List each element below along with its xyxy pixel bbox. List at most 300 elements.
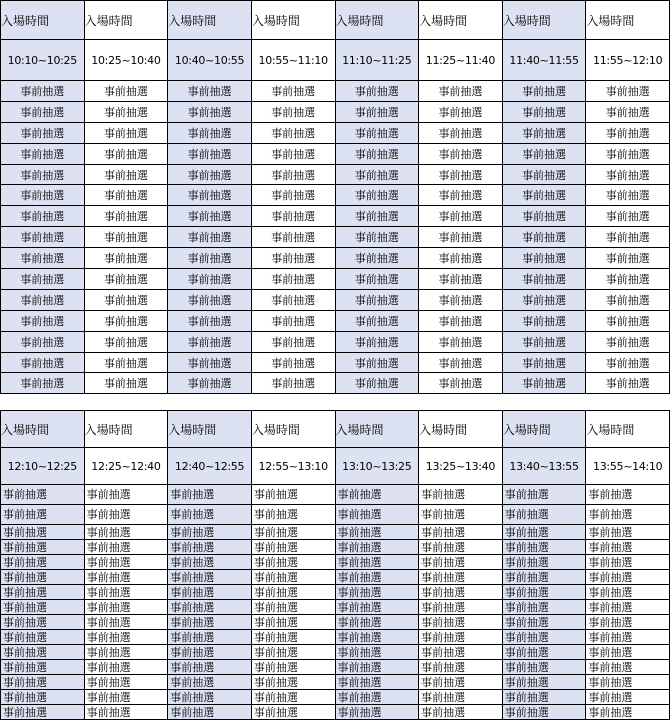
lottery-cell: 事前抽選 xyxy=(419,143,503,164)
lottery-cell: 事前抽選 xyxy=(419,505,503,525)
lottery-cell: 事前抽選 xyxy=(586,164,670,185)
lottery-cell: 事前抽選 xyxy=(502,289,586,310)
time-slot-cell: 11:25~11:40 xyxy=(419,40,503,81)
lottery-cell: 事前抽選 xyxy=(419,555,503,570)
lottery-cell: 事前抽選 xyxy=(1,630,85,645)
lottery-cell: 事前抽選 xyxy=(335,630,419,645)
lottery-cell: 事前抽選 xyxy=(1,269,85,290)
lottery-row xyxy=(1,164,670,185)
lottery-cell: 事前抽選 xyxy=(1,185,85,206)
lottery-cell: 事前抽選 xyxy=(419,485,503,505)
lottery-cell: 事前抽選 xyxy=(502,525,586,540)
lottery-cell: 事前抽選 xyxy=(1,525,85,540)
time-slot-cell: 10:40~10:55 xyxy=(168,40,252,81)
lottery-cell: 事前抽選 xyxy=(84,185,168,206)
lottery-cell: 事前抽選 xyxy=(335,185,419,206)
time-slot-cell: 12:10~12:25 xyxy=(1,448,85,485)
lottery-cell: 事前抽選 xyxy=(335,645,419,660)
lottery-cell: 事前抽選 xyxy=(251,122,335,143)
lottery-cell: 事前抽選 xyxy=(335,164,419,185)
lottery-cell: 事前抽選 xyxy=(168,310,252,331)
lottery-cell: 事前抽選 xyxy=(335,248,419,269)
entry-time-header: 入場時間 xyxy=(419,1,503,40)
lottery-cell: 事前抽選 xyxy=(586,675,670,690)
lottery-cell: 事前抽選 xyxy=(586,555,670,570)
lottery-cell: 事前抽選 xyxy=(84,164,168,185)
lottery-cell: 事前抽選 xyxy=(335,227,419,248)
lottery-cell: 事前抽選 xyxy=(251,615,335,630)
lottery-cell: 事前抽選 xyxy=(84,485,168,505)
lottery-cell: 事前抽選 xyxy=(168,352,252,373)
lottery-cell: 事前抽選 xyxy=(168,585,252,600)
lottery-cell: 事前抽選 xyxy=(84,206,168,227)
time-slot-cell: 12:55~13:10 xyxy=(251,448,335,485)
lottery-cell: 事前抽選 xyxy=(84,705,168,720)
lottery-row xyxy=(1,289,670,310)
lottery-cell: 事前抽選 xyxy=(168,185,252,206)
time-slot-cell: 10:55~11:10 xyxy=(251,40,335,81)
lottery-cell: 事前抽選 xyxy=(502,675,586,690)
lottery-row xyxy=(1,373,670,394)
lottery-row xyxy=(1,675,670,690)
lottery-row xyxy=(1,81,670,102)
lottery-cell: 事前抽選 xyxy=(335,310,419,331)
lottery-cell: 事前抽選 xyxy=(502,352,586,373)
lottery-cell: 事前抽選 xyxy=(335,585,419,600)
lottery-cell: 事前抽選 xyxy=(419,81,503,102)
lottery-cell: 事前抽選 xyxy=(251,630,335,645)
lottery-cell: 事前抽選 xyxy=(586,185,670,206)
lottery-cell: 事前抽選 xyxy=(1,690,85,705)
lottery-cell: 事前抽選 xyxy=(168,101,252,122)
lottery-cell: 事前抽選 xyxy=(335,660,419,675)
lottery-cell: 事前抽選 xyxy=(502,615,586,630)
lottery-cell: 事前抽選 xyxy=(586,352,670,373)
lottery-cell: 事前抽選 xyxy=(502,630,586,645)
lottery-cell: 事前抽選 xyxy=(168,206,252,227)
lottery-cell: 事前抽選 xyxy=(1,505,85,525)
lottery-cell: 事前抽選 xyxy=(586,373,670,394)
lottery-cell: 事前抽選 xyxy=(586,227,670,248)
lottery-row xyxy=(1,143,670,164)
lottery-row xyxy=(1,352,670,373)
lottery-cell: 事前抽選 xyxy=(335,600,419,615)
lottery-cell: 事前抽選 xyxy=(502,164,586,185)
lottery-cell: 事前抽選 xyxy=(251,585,335,600)
lottery-cell: 事前抽選 xyxy=(419,248,503,269)
lottery-cell: 事前抽選 xyxy=(502,540,586,555)
lottery-cell: 事前抽選 xyxy=(168,373,252,394)
lottery-cell: 事前抽選 xyxy=(586,615,670,630)
lottery-cell: 事前抽選 xyxy=(84,122,168,143)
lottery-cell: 事前抽選 xyxy=(84,600,168,615)
lottery-cell: 事前抽選 xyxy=(251,570,335,585)
lottery-cell: 事前抽選 xyxy=(419,570,503,585)
lottery-cell: 事前抽選 xyxy=(84,555,168,570)
lottery-cell: 事前抽選 xyxy=(251,660,335,675)
lottery-cell: 事前抽選 xyxy=(168,227,252,248)
lottery-cell: 事前抽選 xyxy=(586,289,670,310)
lottery-cell: 事前抽選 xyxy=(586,310,670,331)
lottery-cell: 事前抽選 xyxy=(168,269,252,290)
lottery-cell: 事前抽選 xyxy=(335,555,419,570)
entry-time-header: 入場時間 xyxy=(419,411,503,448)
lottery-row xyxy=(1,505,670,525)
lottery-cell: 事前抽選 xyxy=(586,269,670,290)
lottery-cell: 事前抽選 xyxy=(419,645,503,660)
lottery-cell: 事前抽選 xyxy=(419,630,503,645)
lottery-cell: 事前抽選 xyxy=(251,143,335,164)
lottery-cell: 事前抽選 xyxy=(586,485,670,505)
lottery-cell: 事前抽選 xyxy=(1,289,85,310)
lottery-cell: 事前抽選 xyxy=(419,310,503,331)
lottery-cell: 事前抽選 xyxy=(251,164,335,185)
lottery-cell: 事前抽選 xyxy=(84,289,168,310)
lottery-cell: 事前抽選 xyxy=(502,143,586,164)
lottery-cell: 事前抽選 xyxy=(168,540,252,555)
lottery-cell: 事前抽選 xyxy=(1,675,85,690)
lottery-cell: 事前抽選 xyxy=(1,143,85,164)
lottery-cell: 事前抽選 xyxy=(419,705,503,720)
lottery-cell: 事前抽選 xyxy=(251,373,335,394)
lottery-cell: 事前抽選 xyxy=(586,143,670,164)
lottery-cell: 事前抽選 xyxy=(1,122,85,143)
lottery-cell: 事前抽選 xyxy=(335,485,419,505)
lottery-cell: 事前抽選 xyxy=(251,185,335,206)
lottery-cell: 事前抽選 xyxy=(251,289,335,310)
lottery-cell: 事前抽選 xyxy=(1,310,85,331)
lottery-row xyxy=(1,600,670,615)
time-slot-cell: 12:25~12:40 xyxy=(84,448,168,485)
lottery-cell: 事前抽選 xyxy=(168,600,252,615)
lottery-cell: 事前抽選 xyxy=(84,81,168,102)
lottery-cell: 事前抽選 xyxy=(84,505,168,525)
lottery-cell: 事前抽選 xyxy=(168,331,252,352)
lottery-cell: 事前抽選 xyxy=(84,269,168,290)
lottery-cell: 事前抽選 xyxy=(251,331,335,352)
lottery-cell: 事前抽選 xyxy=(586,705,670,720)
schedule-table-2 xyxy=(0,410,670,720)
lottery-cell: 事前抽選 xyxy=(168,485,252,505)
lottery-row xyxy=(1,555,670,570)
lottery-cell: 事前抽選 xyxy=(168,690,252,705)
time-slot-cell: 11:10~11:25 xyxy=(335,40,419,81)
time-slot-cell: 10:10~10:25 xyxy=(1,40,85,81)
lottery-cell: 事前抽選 xyxy=(168,525,252,540)
lottery-cell: 事前抽選 xyxy=(84,331,168,352)
lottery-cell: 事前抽選 xyxy=(335,570,419,585)
lottery-row xyxy=(1,570,670,585)
lottery-cell: 事前抽選 xyxy=(251,705,335,720)
lottery-cell: 事前抽選 xyxy=(586,206,670,227)
lottery-cell: 事前抽選 xyxy=(502,555,586,570)
lottery-cell: 事前抽選 xyxy=(335,81,419,102)
lottery-cell: 事前抽選 xyxy=(335,331,419,352)
lottery-cell: 事前抽選 xyxy=(419,352,503,373)
lottery-cell: 事前抽選 xyxy=(168,675,252,690)
lottery-row xyxy=(1,630,670,645)
lottery-cell: 事前抽選 xyxy=(502,485,586,505)
lottery-cell: 事前抽選 xyxy=(168,645,252,660)
lottery-cell: 事前抽選 xyxy=(502,660,586,675)
entry-time-header: 入場時間 xyxy=(1,411,85,448)
lottery-cell: 事前抽選 xyxy=(419,600,503,615)
lottery-cell: 事前抽選 xyxy=(84,143,168,164)
lottery-cell: 事前抽選 xyxy=(1,101,85,122)
lottery-row xyxy=(1,525,670,540)
lottery-cell: 事前抽選 xyxy=(84,540,168,555)
lottery-cell: 事前抽選 xyxy=(1,570,85,585)
lottery-cell: 事前抽選 xyxy=(251,81,335,102)
entry-time-header: 入場時間 xyxy=(586,1,670,40)
time-slot-row xyxy=(1,40,670,81)
lottery-cell: 事前抽選 xyxy=(251,525,335,540)
lottery-cell: 事前抽選 xyxy=(335,269,419,290)
lottery-cell: 事前抽選 xyxy=(1,227,85,248)
lottery-row xyxy=(1,540,670,555)
lottery-cell: 事前抽選 xyxy=(586,570,670,585)
lottery-cell: 事前抽選 xyxy=(502,122,586,143)
lottery-cell: 事前抽選 xyxy=(1,81,85,102)
lottery-cell: 事前抽選 xyxy=(84,570,168,585)
lottery-cell: 事前抽選 xyxy=(84,645,168,660)
lottery-cell: 事前抽選 xyxy=(419,206,503,227)
lottery-cell: 事前抽選 xyxy=(419,101,503,122)
entry-time-header: 入場時間 xyxy=(586,411,670,448)
lottery-cell: 事前抽選 xyxy=(1,485,85,505)
lottery-cell: 事前抽選 xyxy=(84,352,168,373)
time-slot-cell: 10:25~10:40 xyxy=(84,40,168,81)
lottery-cell: 事前抽選 xyxy=(419,540,503,555)
time-slot-cell: 13:40~13:55 xyxy=(502,448,586,485)
lottery-cell: 事前抽選 xyxy=(419,269,503,290)
lottery-cell: 事前抽選 xyxy=(335,675,419,690)
lottery-cell: 事前抽選 xyxy=(335,373,419,394)
lottery-cell: 事前抽選 xyxy=(1,331,85,352)
lottery-cell: 事前抽選 xyxy=(586,630,670,645)
lottery-cell: 事前抽選 xyxy=(502,705,586,720)
lottery-cell: 事前抽選 xyxy=(419,525,503,540)
time-slot-cell: 13:55~14:10 xyxy=(586,448,670,485)
lottery-cell: 事前抽選 xyxy=(419,331,503,352)
lottery-row xyxy=(1,310,670,331)
lottery-cell: 事前抽選 xyxy=(335,505,419,525)
lottery-cell: 事前抽選 xyxy=(586,645,670,660)
lottery-cell: 事前抽選 xyxy=(586,600,670,615)
lottery-cell: 事前抽選 xyxy=(419,122,503,143)
lottery-cell: 事前抽選 xyxy=(168,505,252,525)
lottery-cell: 事前抽選 xyxy=(1,600,85,615)
lottery-cell: 事前抽選 xyxy=(84,248,168,269)
entry-time-header: 入場時間 xyxy=(335,411,419,448)
lottery-cell: 事前抽選 xyxy=(84,373,168,394)
lottery-cell: 事前抽選 xyxy=(168,81,252,102)
lottery-cell: 事前抽選 xyxy=(586,660,670,675)
lottery-cell: 事前抽選 xyxy=(586,248,670,269)
lottery-row xyxy=(1,269,670,290)
lottery-cell: 事前抽選 xyxy=(251,485,335,505)
lottery-row xyxy=(1,101,670,122)
lottery-cell: 事前抽選 xyxy=(84,585,168,600)
lottery-cell: 事前抽選 xyxy=(586,690,670,705)
lottery-cell: 事前抽選 xyxy=(502,570,586,585)
lottery-cell: 事前抽選 xyxy=(419,185,503,206)
lottery-cell: 事前抽選 xyxy=(168,615,252,630)
time-slot-cell: 11:40~11:55 xyxy=(502,40,586,81)
lottery-cell: 事前抽選 xyxy=(586,122,670,143)
lottery-cell: 事前抽選 xyxy=(84,675,168,690)
lottery-cell: 事前抽選 xyxy=(84,690,168,705)
lottery-cell: 事前抽選 xyxy=(84,227,168,248)
lottery-row xyxy=(1,660,670,675)
lottery-cell: 事前抽選 xyxy=(502,331,586,352)
lottery-cell: 事前抽選 xyxy=(335,705,419,720)
entry-time-header: 入場時間 xyxy=(335,1,419,40)
lottery-cell: 事前抽選 xyxy=(168,705,252,720)
lottery-cell: 事前抽選 xyxy=(1,705,85,720)
lottery-cell: 事前抽選 xyxy=(502,645,586,660)
lottery-cell: 事前抽選 xyxy=(586,101,670,122)
lottery-cell: 事前抽選 xyxy=(502,269,586,290)
entry-time-header: 入場時間 xyxy=(502,1,586,40)
lottery-cell: 事前抽選 xyxy=(502,81,586,102)
lottery-cell: 事前抽選 xyxy=(1,660,85,675)
time-slot-cell: 11:55~12:10 xyxy=(586,40,670,81)
lottery-cell: 事前抽選 xyxy=(168,289,252,310)
lottery-cell: 事前抽選 xyxy=(502,101,586,122)
lottery-cell: 事前抽選 xyxy=(419,289,503,310)
lottery-cell: 事前抽選 xyxy=(335,143,419,164)
lottery-cell: 事前抽選 xyxy=(84,310,168,331)
lottery-cell: 事前抽選 xyxy=(251,540,335,555)
lottery-cell: 事前抽選 xyxy=(84,615,168,630)
lottery-cell: 事前抽選 xyxy=(586,540,670,555)
lottery-cell: 事前抽選 xyxy=(502,185,586,206)
lottery-row xyxy=(1,248,670,269)
lottery-cell: 事前抽選 xyxy=(335,206,419,227)
lottery-cell: 事前抽選 xyxy=(251,645,335,660)
lottery-cell: 事前抽選 xyxy=(419,227,503,248)
time-slot-cell: 13:25~13:40 xyxy=(419,448,503,485)
lottery-cell: 事前抽選 xyxy=(1,615,85,630)
entry-time-header: 入場時間 xyxy=(502,411,586,448)
lottery-cell: 事前抽選 xyxy=(586,331,670,352)
entry-time-header: 入場時間 xyxy=(251,411,335,448)
lottery-cell: 事前抽選 xyxy=(1,585,85,600)
lottery-cell: 事前抽選 xyxy=(1,555,85,570)
lottery-cell: 事前抽選 xyxy=(251,675,335,690)
lottery-cell: 事前抽選 xyxy=(335,352,419,373)
lottery-cell: 事前抽選 xyxy=(251,505,335,525)
lottery-cell: 事前抽選 xyxy=(168,555,252,570)
lottery-cell: 事前抽選 xyxy=(168,122,252,143)
lottery-cell: 事前抽選 xyxy=(419,675,503,690)
lottery-row xyxy=(1,122,670,143)
lottery-cell: 事前抽選 xyxy=(502,505,586,525)
lottery-cell: 事前抽選 xyxy=(84,101,168,122)
lottery-cell: 事前抽選 xyxy=(335,101,419,122)
lottery-row xyxy=(1,206,670,227)
entry-time-header: 入場時間 xyxy=(84,1,168,40)
lottery-cell: 事前抽選 xyxy=(502,248,586,269)
entry-time-header: 入場時間 xyxy=(84,411,168,448)
lottery-cell: 事前抽選 xyxy=(251,600,335,615)
lottery-row xyxy=(1,585,670,600)
header-row xyxy=(1,411,670,448)
lottery-cell: 事前抽選 xyxy=(502,600,586,615)
header-row xyxy=(1,1,670,40)
lottery-cell: 事前抽選 xyxy=(251,227,335,248)
lottery-cell: 事前抽選 xyxy=(251,352,335,373)
time-slot-cell: 12:40~12:55 xyxy=(168,448,252,485)
entry-time-header: 入場時間 xyxy=(251,1,335,40)
lottery-cell: 事前抽選 xyxy=(251,269,335,290)
lottery-cell: 事前抽選 xyxy=(168,143,252,164)
lottery-cell: 事前抽選 xyxy=(1,645,85,660)
lottery-cell: 事前抽選 xyxy=(502,206,586,227)
lottery-cell: 事前抽選 xyxy=(168,248,252,269)
lottery-cell: 事前抽選 xyxy=(1,352,85,373)
lottery-row xyxy=(1,485,670,505)
time-slot-cell: 13:10~13:25 xyxy=(335,448,419,485)
entry-time-header: 入場時間 xyxy=(1,1,85,40)
lottery-cell: 事前抽選 xyxy=(251,248,335,269)
lottery-cell: 事前抽選 xyxy=(84,630,168,645)
lottery-cell: 事前抽選 xyxy=(251,310,335,331)
lottery-cell: 事前抽選 xyxy=(586,81,670,102)
lottery-cell: 事前抽選 xyxy=(84,660,168,675)
entry-time-header: 入場時間 xyxy=(168,411,252,448)
lottery-cell: 事前抽選 xyxy=(586,585,670,600)
lottery-cell: 事前抽選 xyxy=(1,206,85,227)
lottery-cell: 事前抽選 xyxy=(419,615,503,630)
lottery-row xyxy=(1,615,670,630)
lottery-cell: 事前抽選 xyxy=(168,164,252,185)
lottery-row xyxy=(1,645,670,660)
lottery-cell: 事前抽選 xyxy=(419,690,503,705)
lottery-cell: 事前抽選 xyxy=(251,690,335,705)
lottery-cell: 事前抽選 xyxy=(251,101,335,122)
lottery-row xyxy=(1,690,670,705)
lottery-cell: 事前抽選 xyxy=(251,206,335,227)
lottery-cell: 事前抽選 xyxy=(502,310,586,331)
lottery-cell: 事前抽選 xyxy=(1,248,85,269)
lottery-cell: 事前抽選 xyxy=(251,555,335,570)
lottery-cell: 事前抽選 xyxy=(168,570,252,585)
lottery-cell: 事前抽選 xyxy=(1,373,85,394)
lottery-cell: 事前抽選 xyxy=(419,660,503,675)
lottery-cell: 事前抽選 xyxy=(335,540,419,555)
lottery-cell: 事前抽選 xyxy=(1,164,85,185)
lottery-row xyxy=(1,227,670,248)
lottery-row xyxy=(1,705,670,720)
lottery-row xyxy=(1,185,670,206)
lottery-cell: 事前抽選 xyxy=(419,585,503,600)
lottery-cell: 事前抽選 xyxy=(335,615,419,630)
lottery-cell: 事前抽選 xyxy=(502,585,586,600)
lottery-cell: 事前抽選 xyxy=(419,164,503,185)
lottery-cell: 事前抽選 xyxy=(168,660,252,675)
entry-time-header: 入場時間 xyxy=(168,1,252,40)
lottery-cell: 事前抽選 xyxy=(84,525,168,540)
lottery-cell: 事前抽選 xyxy=(586,505,670,525)
time-slot-row xyxy=(1,448,670,485)
lottery-cell: 事前抽選 xyxy=(502,227,586,248)
lottery-cell: 事前抽選 xyxy=(586,525,670,540)
lottery-cell: 事前抽選 xyxy=(335,122,419,143)
lottery-row xyxy=(1,331,670,352)
lottery-cell: 事前抽選 xyxy=(419,373,503,394)
